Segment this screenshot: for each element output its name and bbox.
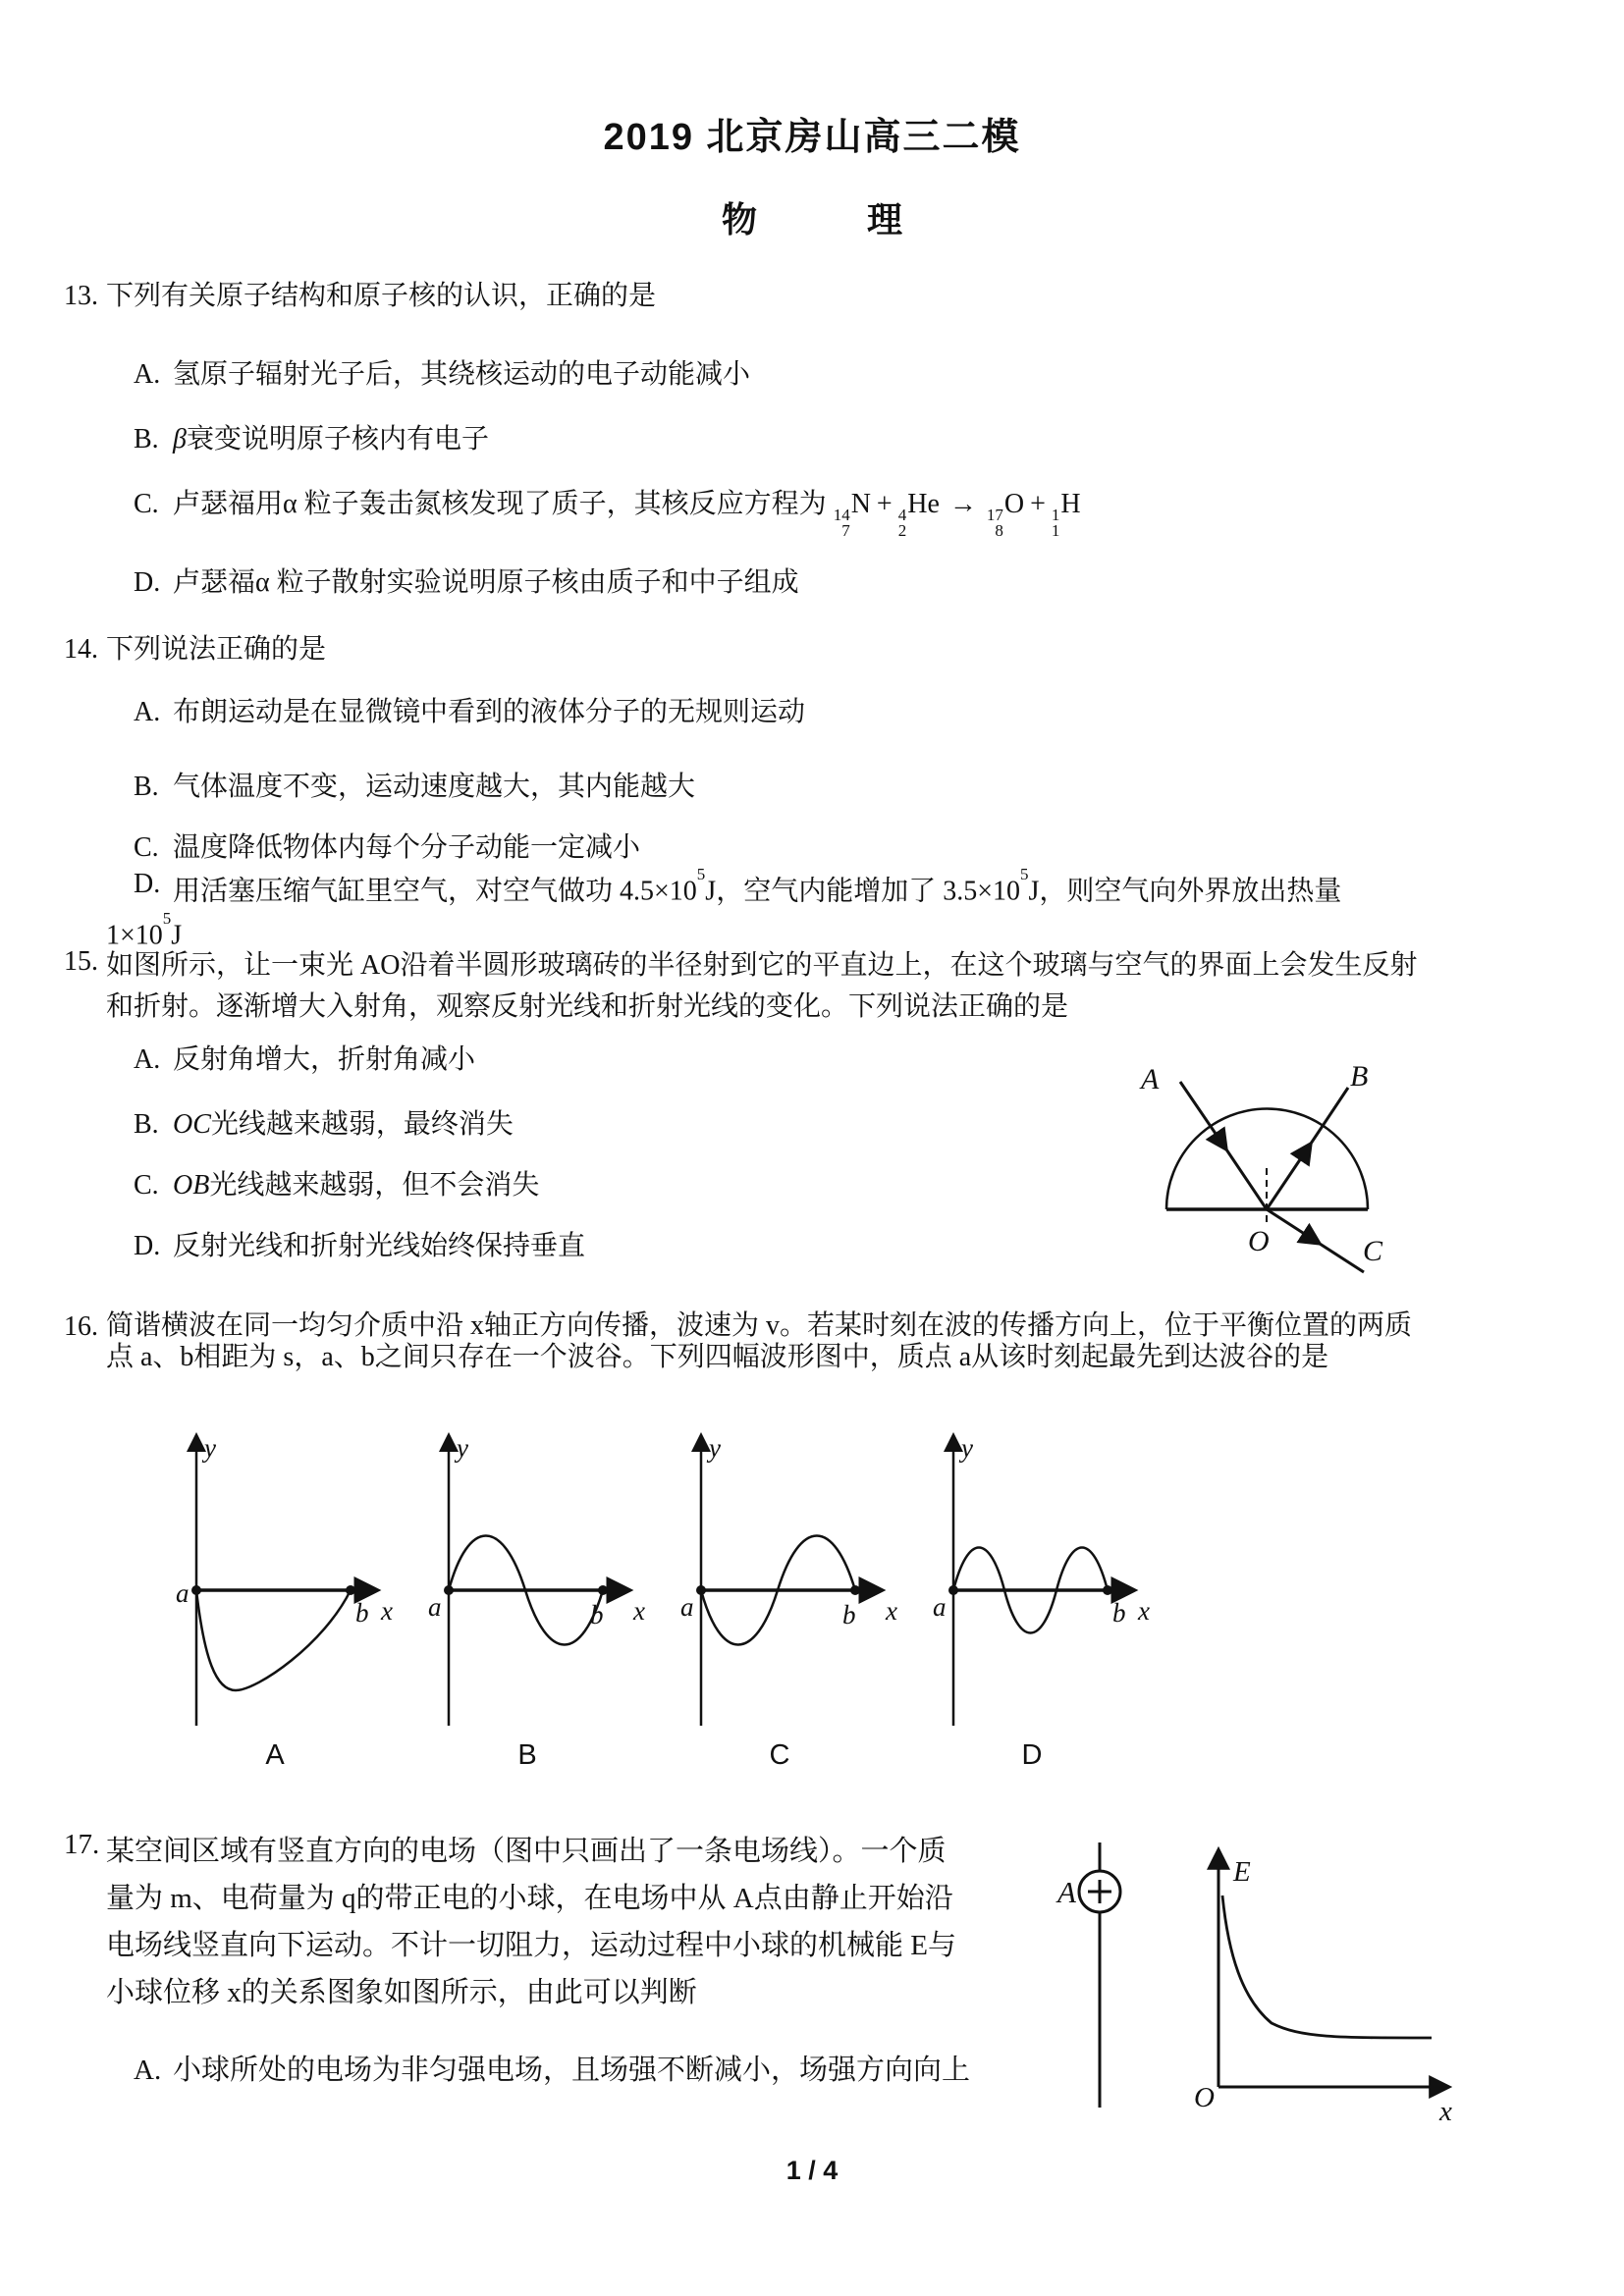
question-stem-line-2: 量为 m、电荷量为 q的带正电的小球，在电场中从 A点由静止开始沿	[106, 1883, 953, 1914]
b-label: b	[1112, 1598, 1126, 1628]
point-b-dot	[598, 1585, 608, 1595]
question-stem-line-1: 某空间区域有竖直方向的电场（图中只画出了一条电场线）。一个质	[106, 1836, 947, 1867]
label-a: A	[1141, 1063, 1160, 1095]
point-b-dot	[1103, 1585, 1112, 1595]
option-text: 反射角增大，折射角减小	[173, 1044, 476, 1075]
nuclide-he-numbers: 4 2	[897, 506, 907, 540]
question-stem-line-4: 小球位移 x的关系图象如图所示，由此可以判断	[106, 1977, 697, 2008]
nuclide-o-symbol: O	[1003, 489, 1025, 519]
b-label: b	[842, 1600, 856, 1629]
option-text: 气体温度不变，运动速度越大，其内能越大	[173, 772, 696, 802]
question-stem-line-2: 点 a、b相距为 s，a、b之间只存在一个波谷。下列四幅波形图中，质点 a从该时刻起最先到达波谷的是	[106, 1342, 1329, 1372]
glass-semicircle-figure	[1124, 1042, 1453, 1293]
question-13	[64, 280, 1585, 600]
option-b	[134, 423, 1585, 456]
a-label: a	[933, 1592, 947, 1622]
option-d-continued: $1\times 10^5J$	[106, 909, 183, 951]
option-c	[134, 831, 1585, 865]
option-label: A.	[134, 1044, 161, 1075]
a-label: a	[680, 1592, 694, 1622]
option-d	[134, 566, 1585, 600]
label-o: O	[1248, 1225, 1270, 1257]
question-number: 13.	[64, 281, 98, 311]
option-text: OC光线越来越弱，最终消失	[173, 1109, 514, 1140]
refracted-ray	[1267, 1209, 1364, 1272]
energy-displacement-graph	[1178, 1842, 1473, 2126]
option-text: 小球所处的电场为非匀强电场，且场强不断减小，场强方向向上	[173, 2055, 971, 2086]
option-a	[134, 358, 1585, 392]
option-label: A.	[134, 697, 161, 727]
option-label: D.	[134, 567, 161, 598]
y-label: y	[457, 1433, 468, 1463]
graph-label-b: B	[517, 1739, 537, 1771]
x-label: x	[381, 1596, 393, 1626]
option-c	[134, 488, 1585, 539]
option-text: β衰变说明原子核内有电子	[173, 424, 489, 454]
option-a	[134, 2054, 1049, 2087]
nuclide-he-symbol: He	[907, 489, 940, 519]
option-text: 卢瑟福用α 粒子轰击氮核发现了质子，其核反应方程为 14 7 N + 4 2 He → 17 8 O + 1 1 H	[173, 489, 1081, 540]
a-label: a	[428, 1592, 442, 1622]
subject-char-right: 理	[867, 199, 903, 240]
x-axis-label: x	[1439, 2096, 1452, 2126]
exponent: 5	[162, 909, 172, 929]
option-label: C.	[134, 489, 159, 519]
field-line-figure	[1056, 1838, 1164, 2122]
option-label: B.	[134, 424, 159, 454]
option-d	[134, 865, 1585, 908]
point-a-dot	[444, 1585, 454, 1595]
nuclide-h-numbers: 1 1	[1051, 506, 1060, 540]
label-b: B	[1350, 1060, 1369, 1093]
option-text: 反射光线和折射光线始终保持垂直	[173, 1231, 586, 1261]
question-14	[64, 633, 1585, 953]
graph-label-d: D	[1021, 1739, 1043, 1771]
question-stem-line-3: 电场线竖直向下运动。不计一切阻力，运动过程中小球的机械能 E与	[106, 1930, 956, 1961]
option-a	[134, 696, 1585, 729]
y-label: y	[961, 1433, 973, 1463]
point-a-dot	[191, 1585, 201, 1595]
nuclide-n-symbol: N	[850, 489, 871, 519]
option-text: 布朗运动是在显微镜中看到的液体分子的无规则运动	[173, 697, 806, 727]
origin-label: O	[1194, 2082, 1215, 2113]
reflected-ray	[1267, 1088, 1348, 1209]
question-stem: 下列有关原子结构和原子核的认识，正确的是	[106, 281, 657, 311]
point-a-dot	[696, 1585, 706, 1595]
nuclide-n-numbers: 14 7	[833, 506, 850, 540]
nuclide-h-symbol: H	[1060, 489, 1081, 519]
plus-sign: +	[876, 489, 893, 519]
decay-curve	[1222, 1896, 1432, 2038]
question-number: 14.	[64, 634, 98, 665]
y-label: y	[204, 1433, 216, 1463]
point-a-label: A	[1057, 1875, 1076, 1909]
e-axis-label: E	[1233, 1856, 1251, 1888]
graph-label-a: A	[265, 1739, 285, 1771]
question-stem-line-1: 简谐横波在同一均匀介质中沿 x轴正方向传播，波速为 v。若某时刻在波的传播方向上，位于平衡位置的两质	[106, 1310, 1413, 1341]
b-label: b	[590, 1600, 604, 1629]
option-label: D.	[134, 1231, 161, 1261]
option-text: 用活塞压缩气缸里空气，对空气做功 $4.5\times 10^5J$，空气内能增加了 $3.5\times 10^5J$，则空气向外界放出热量	[173, 865, 1342, 907]
option-text: OB光线越来越弱，但不会消失	[173, 1170, 540, 1201]
wave-graph-a	[167, 1423, 412, 1747]
question-stem-line-1: 如图所示，让一束光 AO沿着半圆形玻璃砖的半径射到它的平直边上，在这个玻璃与空气的界面上会发生反射	[106, 950, 1418, 981]
nuclear-reaction-equation	[833, 489, 1081, 540]
incident-ray	[1180, 1082, 1267, 1209]
point-b-dot	[346, 1585, 355, 1595]
option-label: A.	[134, 2055, 162, 2086]
page-title: 2019 北京房山高三二模	[603, 117, 1021, 158]
option-label: D.	[134, 869, 161, 899]
reaction-arrow: →	[948, 489, 977, 519]
b-label: b	[355, 1598, 369, 1628]
x-label: x	[633, 1596, 645, 1626]
wave-graph-b	[419, 1423, 665, 1747]
beta-symbol: β	[173, 424, 187, 454]
option-text: 卢瑟福α 粒子散射实验说明原子核由质子和中子组成	[173, 567, 799, 598]
point-b-dot	[850, 1585, 860, 1595]
exponent: 5	[1020, 865, 1029, 883]
exponent: 5	[696, 865, 706, 883]
plus-sign: +	[1030, 489, 1046, 519]
page-number: 1 / 4	[785, 2156, 839, 2185]
question-16	[64, 1310, 1585, 1373]
wave-graph-d	[924, 1423, 1169, 1747]
point-a-dot	[948, 1585, 958, 1595]
question-stem-line-2: 和折射。逐渐增大入射角，观察反射光线和折射光线的变化。下列说法正确的是	[106, 991, 1069, 1022]
waveform-trough	[196, 1590, 351, 1690]
option-text: 温度降低物体内每个分子动能一定减小	[173, 832, 641, 863]
subject-title	[0, 192, 1624, 242]
y-label: y	[709, 1433, 721, 1463]
wave-graphs-row	[167, 1423, 1169, 1747]
a-label: a	[176, 1578, 189, 1608]
question-stem: 下列说法正确的是	[106, 634, 327, 665]
subject-char-left: 物	[721, 199, 757, 240]
option-label: A.	[134, 359, 161, 390]
question-number: 17.	[64, 1829, 100, 1860]
option-b	[134, 771, 1585, 804]
question-number: 16.	[64, 1311, 98, 1342]
option-label: C.	[134, 1170, 159, 1201]
question-number: 15.	[64, 946, 98, 977]
option-text: 氢原子辐射光子后，其绕核运动的电子动能减小	[173, 359, 751, 390]
wave-graph-labels	[152, 1739, 1155, 1772]
graph-label-c: C	[769, 1739, 790, 1771]
option-label: B.	[134, 772, 159, 802]
nuclide-o-numbers: 17 8	[986, 506, 1003, 540]
label-c: C	[1363, 1235, 1383, 1267]
x-label: x	[886, 1596, 897, 1626]
option-label: C.	[134, 832, 159, 863]
x-label: x	[1138, 1596, 1150, 1626]
option-label: B.	[134, 1109, 159, 1140]
wave-graph-c	[672, 1423, 917, 1747]
